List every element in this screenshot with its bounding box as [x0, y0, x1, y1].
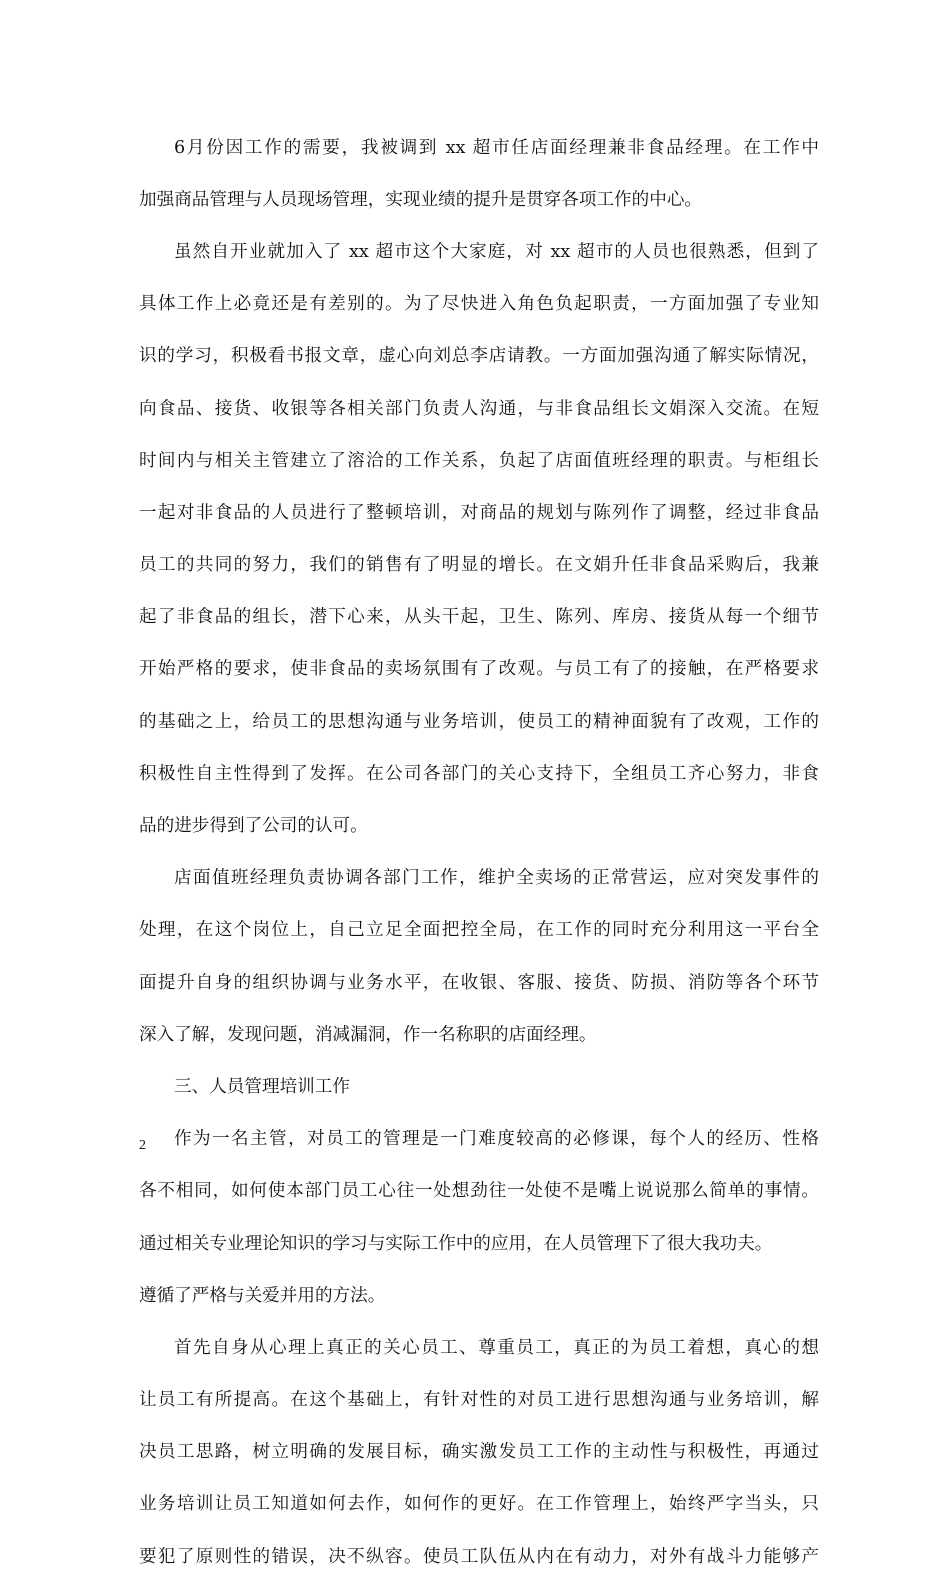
document-body [139, 113, 819, 1592]
paragraph-role-adaptation-line-9: 开始严格的要求，使非食品的卖场氛围有了改观。与员工有了的接触，在严格要求 [139, 659, 819, 680]
paragraph-transfer-line-1: 6月份因工作的需要，我被调到 xx 超市任店面经理兼非食品经理。在工作中 [174, 137, 819, 158]
paragraph-staff-management-line-3: 通过相关专业理论知识的学习与实际工作中的应用，在人员管理下了很大我功夫。 [139, 1233, 773, 1254]
paragraph-staff-management-line-2: 各不相同，如何使本部门员工心往一处想劲往一处使不是嘴上说说那么简单的事情。 [139, 1181, 819, 1202]
paragraph-care-and-discipline-line-2: 让员工有所提高。在这个基础上，有针对性的对员工进行思想沟通与业务培训，解 [139, 1390, 819, 1411]
paragraph-role-adaptation-line-6: 一起对非食品的人员进行了整顿培训，对商品的规划与陈列作了调整，经过非食品 [139, 502, 819, 523]
paragraph-duty-manager-line-4: 深入了解，发现问题，消减漏洞，作一名称职的店面经理。 [139, 1024, 597, 1045]
paragraph-duty-manager-line-2: 处理，在这个岗位上，自己立足全面把控全局，在工作的同时充分利用这一平台全 [139, 920, 819, 941]
paragraph-care-and-discipline-line-5: 要犯了原则性的错误，决不纵容。使员工队伍从内在有动力，对外有战斗力能够产 [139, 1546, 819, 1567]
paragraph-care-and-discipline-line-3: 决员工思路，树立明确的发展目标，确实激发员工工作的主动性与积极性，再通过 [139, 1442, 819, 1463]
page-number: 2 [139, 1138, 146, 1153]
section-heading-staff-training: 三、人员管理培训工作 [174, 1076, 350, 1097]
paragraph-role-adaptation-line-7: 员工的共同的努力，我们的销售有了明显的增长。在文娟升任非食品采购后，我兼 [139, 555, 819, 576]
paragraph-role-adaptation-line-10: 的基础之上，给员工的思想沟通与业务培训，使员工的精神面貌有了改观，工作的 [139, 711, 819, 732]
paragraph-staff-management-line-4: 遵循了严格与关爱并用的方法。 [139, 1285, 386, 1306]
paragraph-role-adaptation-line-3: 识的学习，积极看书报文章，虚心向刘总李店请教。一方面加强沟通了解实际情况， [139, 346, 819, 367]
paragraph-duty-manager-line-1: 店面值班经理负责协调各部门工作，维护全卖场的正常营运，应对突发事件的 [174, 868, 819, 889]
paragraph-role-adaptation-line-11: 积极性自主性得到了发挥。在公司各部门的关心支持下，全组员工齐心努力，非食 [139, 763, 819, 784]
paragraph-transfer-line-2: 加强商品管理与人员现场管理，实现业绩的提升是贯穿各项工作的中心。 [139, 189, 703, 210]
paragraph-staff-management-line-1: 作为一名主管，对员工的管理是一门难度较高的必修课，每个人的经历、性格 [174, 1129, 819, 1150]
paragraph-role-adaptation-line-4: 向食品、接货、收银等各相关部门负责人沟通，与非食品组长文娟深入交流。在短 [139, 398, 819, 419]
paragraph-role-adaptation-line-12: 品的进步得到了公司的认可。 [139, 816, 368, 837]
paragraph-role-adaptation-line-8: 起了非食品的组长，潜下心来，从头干起，卫生、陈列、库房、接货从每一个细节 [139, 607, 819, 628]
paragraph-duty-manager-line-3: 面提升自身的组织协调与业务水平，在收银、客服、接货、防损、消防等各个环节 [139, 972, 819, 993]
paragraph-role-adaptation-line-5: 时间内与相关主管建立了溶洽的工作关系，负起了店面值班经理的职责。与柜组长 [139, 450, 819, 471]
paragraph-role-adaptation-line-2: 具体工作上必竟还是有差别的。为了尽快进入角色负起职责，一方面加强了专业知 [139, 294, 819, 315]
paragraph-role-adaptation-line-1: 虽然自开业就加入了 xx 超市这个大家庭，对 xx 超市的人员也很熟悉，但到了 [174, 241, 819, 262]
paragraph-care-and-discipline-line-1: 首先自身从心理上真正的关心员工、尊重员工，真正的为员工着想，真心的想 [174, 1337, 819, 1358]
paragraph-care-and-discipline-line-4: 业务培训让员工知道如何去作，如何作的更好。在工作管理上，始终严字当头，只 [139, 1494, 819, 1515]
